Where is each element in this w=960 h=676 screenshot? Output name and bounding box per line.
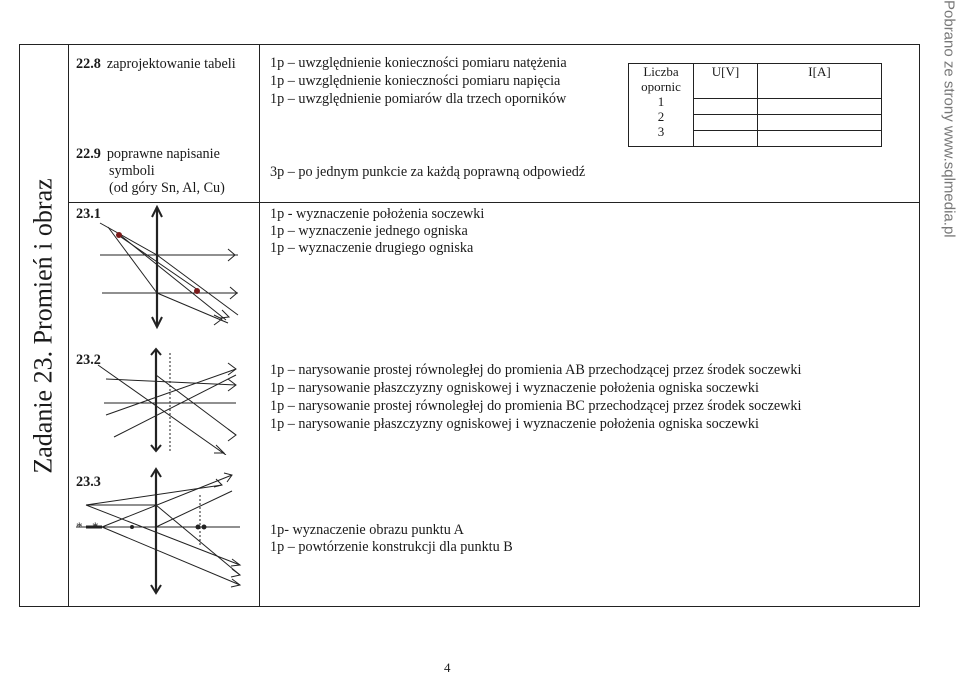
page-number: 4 [444,660,451,675]
criterion-line: 1p – narysowanie prostej równoległej do promienia AB przechodzącej przez środek soczewki [270,362,802,378]
criterion-line: 1p – uwzględnienie konieczności pomiaru natężenia [270,55,567,71]
item-number: 23.1 [76,206,101,222]
criterion-line: 3p – po jednym punkcie za każdą poprawną odpowiedź [270,164,586,180]
criterion-line: 1p - wyznaczenie położenia soczewki [270,206,485,222]
table-row-label: 1 [657,94,665,109]
criterion-line: 1p – wyznaczenie drugiego ogniska [270,240,474,256]
table-row-label: 3 [657,124,665,139]
item-22-8 [76,56,236,73]
source-watermark [938,0,960,245]
svg-text:*: * [92,519,99,534]
table-cell [758,115,881,131]
lens-diagram-23-3 [72,465,247,600]
criterion-line: 1p – uwzględnienie pomiarów dla trzech oporników [270,91,567,107]
table-header-liczba: Liczba [643,64,679,79]
table-column [694,64,758,147]
table-cell [694,131,757,146]
item-number: 23.3 [76,474,101,490]
table-cell [694,115,757,131]
measurement-table [628,63,882,147]
item-text-line2: symboli [109,163,155,179]
table-cell [758,99,881,115]
table-header-u: U[V] [694,64,757,99]
criterion-line: 1p- wyznaczenie obrazu punktu A [270,522,464,538]
table-header-opornic: opornic [641,79,681,94]
column-divider [259,44,260,607]
criterion-line: 1p – narysowanie płaszczyzny ogniskowej i wyznaczenie położenia ogniska soczewki [270,416,759,432]
item-22-9 [76,146,220,163]
sidebar-title-text: Zadanie 23. Promień i obraz [28,177,58,474]
column-divider [68,44,69,607]
criterion-line: 1p – narysowanie prostej równoległej do promienia BC przechodzącej przez środek soczewki [270,398,802,414]
table-column [758,64,882,147]
criterion-line: 1p – narysowanie płaszczyzny ogniskowej i wyznaczenie położenia ogniska soczewki [270,380,759,396]
table-cell [694,99,757,115]
table-row-label: 2 [657,109,665,124]
item-text: poprawne napisanie [106,146,220,162]
source-watermark-text: Pobrano ze strony www.sqlmedia.pl [940,0,958,238]
table-cell [758,131,881,146]
item-number: 23.2 [76,352,101,368]
svg-text:*: * [76,519,83,534]
lens-diagram-23-1 [98,205,248,335]
table-header-i: I[A] [758,64,881,99]
table-header-cell [629,64,694,147]
criterion-line: 1p – uwzględnienie konieczności pomiaru napięcia [270,73,561,89]
sidebar-title [19,44,68,607]
item-text-line3: (od góry Sn, Al, Cu) [109,180,225,196]
criterion-line: 1p – wyznaczenie jednego ogniska [270,223,468,239]
lens-diagram-23-2 [96,345,246,455]
item-number: 22.8 [76,56,101,72]
criterion-line: 1p – powtórzenie konstrukcji dla punktu B [270,539,513,555]
row-divider [68,202,920,203]
item-text: zaprojektowanie tabeli [106,56,236,72]
item-number: 22.9 [76,146,101,162]
